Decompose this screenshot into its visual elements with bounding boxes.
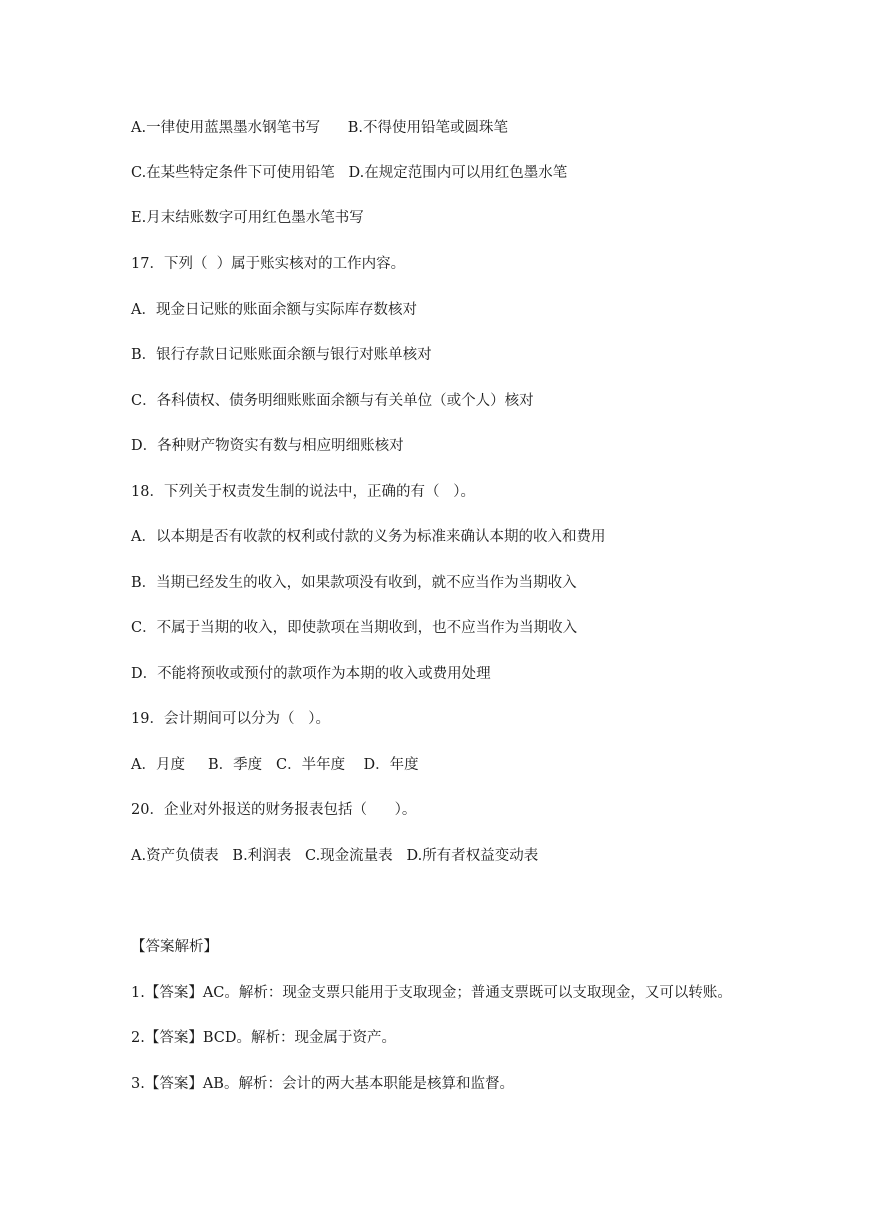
option-18-b: B．当期已经发生的收入，如果款项没有收到，就不应当作为当期收入 — [131, 575, 577, 591]
answer-section-heading: 【答案解析】 — [131, 939, 218, 955]
option-17-c: C．各科债权、债务明细账账面余额与有关单位（或个人）核对 — [131, 393, 534, 409]
options-19: A．月度 B．季度 C．半年度 D．年度 — [131, 757, 419, 773]
question-17: 17．下列（ ）属于账实核对的工作内容。 — [131, 256, 406, 272]
option-18-d: D．不能将预收或预付的款项作为本期的收入或费用处理 — [131, 666, 491, 682]
option-18-a: A．以本期是否有收款的权利或付款的义务为标准来确认本期的收入和费用 — [131, 529, 606, 545]
answer-2: 2.【答案】BCD。解析：现金属于资产。 — [131, 1030, 396, 1046]
option-17-b: B．银行存款日记账账面余额与银行对账单核对 — [131, 347, 432, 363]
option-17-a: A．现金日记账的账面余额与实际库存数核对 — [131, 302, 417, 318]
answer-1: 1.【答案】AC。解析：现金支票只能用于支取现金；普通支票既可以支取现金，又可以转账。 — [131, 985, 732, 1001]
option-line-16-cd: C.在某些特定条件下可使用铅笔 D.在规定范围内可以用红色墨水笔 — [131, 165, 568, 181]
options-20: A.资产负债表 B.利润表 C.现金流量表 D.所有者权益变动表 — [131, 848, 539, 864]
question-20: 20．企业对外报送的财务报表包括（ ）。 — [131, 802, 417, 818]
option-line-16-ab: A.一律使用蓝黑墨水钢笔书写 B.不得使用铅笔或圆珠笔 — [131, 120, 508, 136]
option-18-c: C．不属于当期的收入，即使款项在当期收到，也不应当作为当期收入 — [131, 620, 578, 636]
question-19: 19．会计期间可以分为（ ）。 — [131, 711, 331, 727]
answer-3: 3.【答案】AB。解析：会计的两大基本职能是核算和监督。 — [131, 1076, 514, 1092]
option-17-d: D．各种财产物资实有数与相应明细账核对 — [131, 438, 404, 454]
question-18: 18．下列关于权责发生制的说法中，正确的有（ ）。 — [131, 484, 476, 500]
option-line-16-e: E.月末结账数字可用红色墨水笔书写 — [131, 210, 364, 226]
